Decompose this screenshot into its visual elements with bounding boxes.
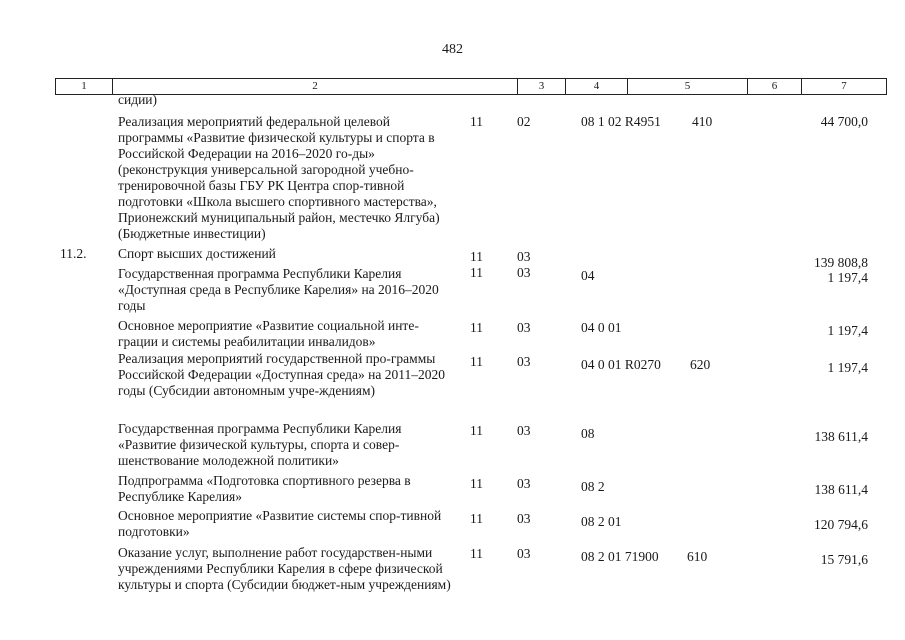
row-section: 11 xyxy=(470,476,483,491)
row-target-code: 08 xyxy=(581,426,595,441)
row-amount: 138 611,4 xyxy=(814,429,868,444)
row-number: 11.2. xyxy=(60,246,87,261)
row-desc: Государственная программа Республики Карелия «Доступная среда в Республике Карелия» на 2016–2020 годы xyxy=(118,266,439,313)
row-amount: 138 611,4 xyxy=(814,482,868,497)
row-expense-type: 610 xyxy=(687,549,708,564)
row-desc: Реализация мероприятий государственной про-граммы Российской Федерации «Доступная среда» на 2011–2020 годы (Субсидии автономным учре-ждениям) xyxy=(118,351,445,398)
header-col-7: 7 xyxy=(841,80,847,92)
row-section: 11 xyxy=(470,546,483,561)
row-target-code: 04 0 01 xyxy=(581,320,622,335)
row-desc: Подпрограмма «Подготовка спортивного резерва в Республике Карелия» xyxy=(118,473,411,504)
row-subsection: 03 xyxy=(517,423,531,438)
row-desc: Основное мероприятие «Развитие социальной инте-грации и системы реабилитации инвалидов» xyxy=(118,318,419,349)
row-section: 11 xyxy=(470,511,483,526)
row-subsection: 03 xyxy=(517,546,531,561)
row-amount: 1 197,4 xyxy=(827,323,868,338)
row-subsection: 03 xyxy=(517,320,531,335)
row-amount: 1 197,4 xyxy=(827,270,868,285)
header-col-2: 2 xyxy=(113,79,518,94)
header-col-5: 5 xyxy=(628,79,748,94)
row-desc: Основное мероприятие «Развитие системы спор-тивной подготовки» xyxy=(118,508,442,539)
row-subsection: 03 xyxy=(517,476,531,491)
row-subsection: 03 xyxy=(517,511,531,526)
row-expense-type: 620 xyxy=(690,357,711,372)
row-target-code: 08 2 xyxy=(581,479,605,494)
row-amount: 120 794,6 xyxy=(814,517,868,532)
row-section: 11 xyxy=(470,249,483,264)
row-desc: Государственная программа Республики Карелия «Развитие физической культуры, спорта и совер-шенствование молодежной политики» xyxy=(118,421,402,468)
table-header-row xyxy=(55,78,887,95)
row-subsection: 03 xyxy=(517,354,531,369)
header-col-3: 3 xyxy=(518,79,566,94)
header-col-1: 1 xyxy=(56,79,113,94)
row-subsection: 03 xyxy=(517,249,531,264)
row-section: 11 xyxy=(470,423,483,438)
row-target-code: 08 1 02 R4951 xyxy=(581,114,661,129)
row-section: 11 xyxy=(470,114,483,129)
row-target-code: 04 xyxy=(581,268,595,283)
row-amount: 44 700,0 xyxy=(820,114,868,129)
row-subsection: 03 xyxy=(517,265,531,280)
row-target-code: 08 2 01 xyxy=(581,514,622,529)
row-target-code: 04 0 01 R0270 xyxy=(581,357,661,372)
page-number: 482 xyxy=(442,42,463,57)
row-section: 11 xyxy=(470,354,483,369)
row-target-code: 08 2 01 71900 xyxy=(581,549,659,564)
row-section: 11 xyxy=(470,265,483,280)
row-section: 11 xyxy=(470,320,483,335)
row-desc: Реализация мероприятий федеральной целевой программы «Развитие физической культуры и спорта в Российской Федерации на 2016–2020 го-ды» (реконструкция универсальной загородной учебно-тренировочной базы ГБУ РК Центра спор-тивной подготовки «Школа высшего спортивного мастерства», Прионежский муниципальный район, местечко Ялгуба) (Бюджетные инвестиции) xyxy=(118,114,440,241)
header-col-4: 4 xyxy=(566,79,628,94)
row-amount: 15 791,6 xyxy=(820,552,868,567)
row-amount: 139 808,8 xyxy=(814,255,868,270)
row-expense-type: 410 xyxy=(692,114,713,129)
row-amount: 1 197,4 xyxy=(827,360,868,375)
row-desc: Спорт высших достижений xyxy=(118,246,276,261)
header-col-6: 6 xyxy=(748,79,802,94)
continued-text: сидии) xyxy=(118,92,158,107)
row-subsection: 02 xyxy=(517,114,531,129)
row-desc: Оказание услуг, выполнение работ государствен-ными учреждениями Республики Карелия в сфере физической культуры и спорта (Субсидии бюджет-ным учреждениям) xyxy=(118,545,451,592)
